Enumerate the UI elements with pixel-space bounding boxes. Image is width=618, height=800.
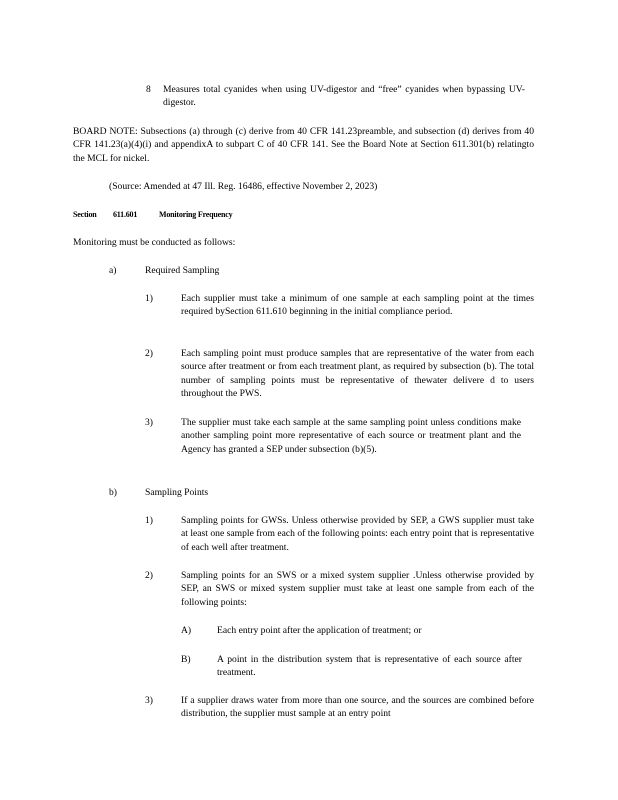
board-note: BOARD NOTE: Subsections (a) through (c) derive from 40 CFR 141.23preamble, and subsection (d) derives from 40 CFR 141.23(a)(4)(i) and appendixA to subpart C of 40 CFR 141. See the Board Note at Section 611.301(b) relatingto the MCL for nickel. — [73, 126, 534, 164]
a2-text: Each sampling point must produce samples that are representative of the water from each source after treatment or from each treatment plant, as required by subsection (b). The total number of sampling points must be representative of thewater delivere d to users throughout the PWS. — [181, 348, 534, 400]
subsection-a-label: a) — [109, 265, 117, 276]
a3-number: 3) — [145, 417, 153, 428]
intro-text: Monitoring must be conducted as follows: — [73, 237, 236, 248]
b2-number: 2) — [145, 570, 153, 581]
b2b-text: A point in the distribution system that is representative of each source after treatment. — [217, 654, 522, 679]
b1-text: Sampling points for GWSs. Unless otherwise provided by SEP, a GWS supplier must take at least one sample from each of the following points: each entry point that is representative of each well after treatment. — [181, 515, 534, 553]
subsection-a-title: Required Sampling — [145, 265, 220, 276]
item-8-text: Measures total cyanides when using UV-digestor and “free” cyanides when bypassing UV-digestor. — [163, 84, 525, 109]
b1-number: 1) — [145, 515, 153, 526]
b2a-number: A) — [181, 625, 192, 636]
b2b-number: B) — [181, 654, 191, 665]
subsection-b-title: Sampling Points — [145, 487, 209, 498]
section-number: 611.601 — [113, 210, 138, 219]
b2a-text: Each entry point after the application of treatment; or — [217, 625, 422, 636]
b3-text: If a supplier draws water from more than one source, and the sources are combined before distribution, the supplier must sample at an entry point — [181, 695, 534, 720]
a1-text: Each supplier must take a minimum of one sample at each sampling point at the times required bySection 611.610 beginning in the initial compliance period. — [181, 293, 534, 318]
a1-number: 1) — [145, 293, 153, 304]
b2-text: Sampling points for an SWS or a mixed system supplier .Unless otherwise provided by SEP, an SWS or mixed system supplier must take at least one sample from each of the following points: — [181, 570, 534, 608]
section-label: Section — [73, 210, 97, 219]
b3-number: 3) — [145, 695, 153, 706]
section-title: Monitoring Frequency — [159, 210, 233, 219]
a3-text: The supplier must take each sample at the same sampling point unless conditions make another sampling point more representative of each source or treatment plant and the Agency has granted a SEP under subsection (b)(5). — [181, 417, 521, 455]
item-8-number: 8 — [146, 84, 151, 95]
a2-number: 2) — [145, 348, 153, 359]
source-note: (Source: Amended at 47 Ill. Reg. 16486, effective November 2, 2023) — [109, 181, 378, 192]
subsection-b-label: b) — [109, 487, 117, 498]
section-heading — [73, 208, 373, 222]
